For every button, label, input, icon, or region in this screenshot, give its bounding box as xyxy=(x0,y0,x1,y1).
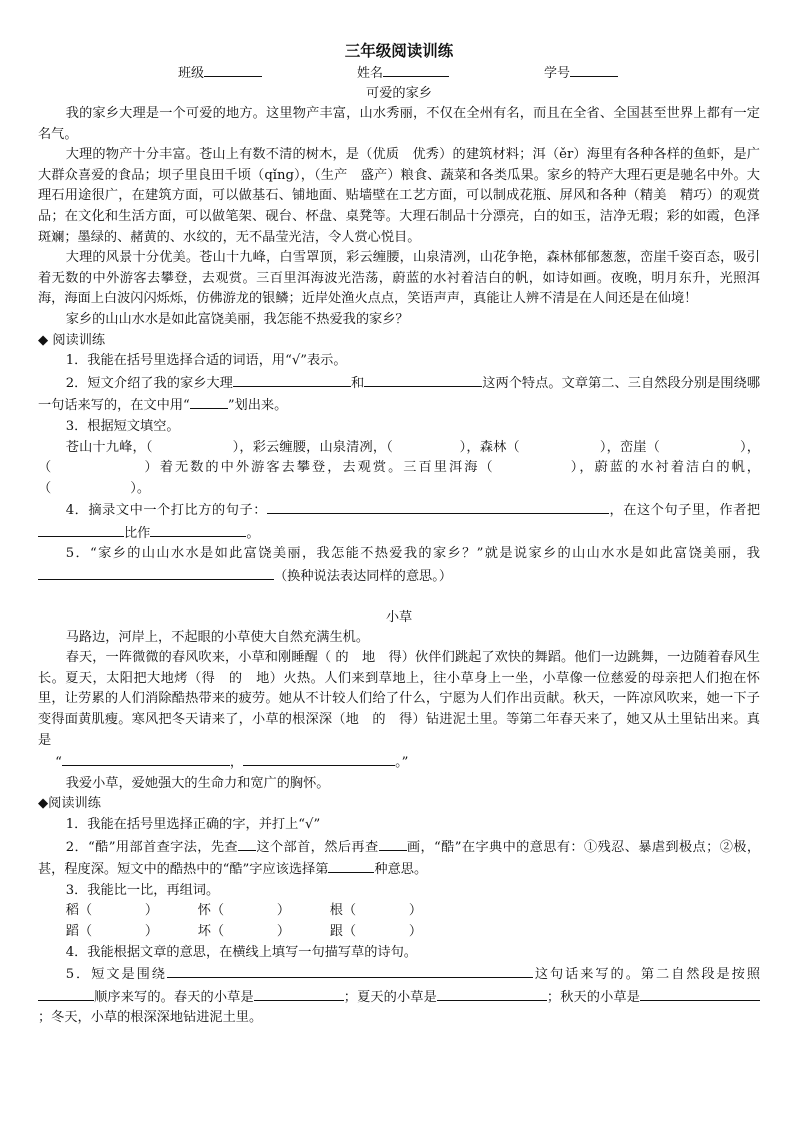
p2-q3-item[interactable]: 怀（ ） xyxy=(197,903,291,919)
passage1-paragraph-2: 大理的物产十分丰富。苍山上有数不清的树木，是（优质 优秀）的建筑材料；洱（ěr）海里有各种各样的鱼虾，是广大群众喜爱的食品；坝子里良田千顷（qǐng），（生产 盛产）粮食、蔬菜和各类瓜果。家乡的特产大理石更是驰名中外。大理石用途很广，在建筑方面，可以做基石、铺地面、贴墙壁在工艺方面，可以制成花瓶、屏风和各种（精美 精巧）的观赏品；在文化和生活方面，可以做笔架、砚台、杯盘、桌凳等。大理石制品十分漂亮，白的如玉，洁净无瑕；彩的如霞，色泽斑斓；墨绿的、赭黄的、水纹的，无不晶莹光洁，令人赏心悦目。 xyxy=(38,147,760,245)
p1-question-5 xyxy=(38,544,760,587)
p1-q4-text-b: ，在这个句子里，作者把 xyxy=(608,503,761,519)
p2-quote-blank-1[interactable] xyxy=(62,751,230,766)
p1-question-3-fill: 苍山十九峰，（ ），彩云缠腰，山泉清冽，（ ），森林（ ），峦崖（ ），（ ）着无数的中外游客去攀登，去观赏。三百里洱海（ ），蔚蓝的水衬着洁白的帆，（ ）。 xyxy=(38,439,760,496)
p2-question-1: 1．我能在括号里选择正确的字，并打上“√” xyxy=(65,817,321,832)
worksheet-title: 三年级阅读训练 xyxy=(344,41,454,60)
p1-q4-text-a: 4．摘录文中一个打比方的句子： xyxy=(65,503,267,519)
p1-question-4 xyxy=(38,499,760,544)
class-label: 班级 xyxy=(178,66,205,81)
passage1-paragraph-3: 大理的风景十分优美。苍山十九峰，白雪罩顶，彩云缠腰，山泉清冽，山花争艳，森林郁郁葱葱，峦崖千姿百态，吸引着无数的中外游客去攀登，去观赏。三百里洱海波光浩荡，蔚蓝的水衬着洁白的帆，如诗如画。夜晚，明月东升，光照洱海，海面上白波闪闪烁烁，仿佛游龙的银鳞；近岸处渔火点点，笑语声声，真能让人辨不清是在人间还是在仙境！ xyxy=(38,250,760,307)
p1-q5-text-b: （换种说法表达同样的意思。） xyxy=(274,569,453,585)
p2-q5-blank-summer[interactable] xyxy=(437,986,547,1001)
p2-q5-text-b: 这句话来写的。第二自然段是按照 xyxy=(532,967,761,983)
student-info-row xyxy=(178,62,618,84)
p1-q2-blank-2[interactable] xyxy=(364,372,482,387)
p2-q2-text-a: 2．“酷”用部首查字法，先查 xyxy=(65,839,239,855)
p1-q4-blank-sentence[interactable] xyxy=(267,499,609,514)
p2-quote-blank-2[interactable] xyxy=(243,751,395,766)
p1-question-2 xyxy=(38,372,760,417)
p2-q2-text-d: 种意思。 xyxy=(374,862,428,878)
p1-question-3: 3．根据短文填空。 xyxy=(65,418,180,434)
p2-q3-row-2 xyxy=(38,922,760,943)
p1-q4-text-c: 比作 xyxy=(124,525,151,541)
p2-q3-item[interactable]: 跟（ ） xyxy=(329,923,423,939)
passage1-paragraph-4: 家乡的山山水水是如此富饶美丽，我怎能不热爱我的家乡？ xyxy=(65,311,409,327)
name-blank[interactable] xyxy=(383,62,449,77)
p2-q2-text-c: 画，“酷”在字典中的意思有：①残忍、暴虐到极点；②极，甚，程度深。短文中的酷热中的“酷”字应该选择第 xyxy=(38,839,761,878)
p2-question-4: 4．我能根据文章的意思，在横线上填写一句描写草的诗句。 xyxy=(65,944,417,960)
p2-question-2 xyxy=(38,836,760,881)
name-field xyxy=(357,62,449,84)
passage2-paragraph-1: 马路边，河岸上，不起眼的小草使大自然充满生机。 xyxy=(65,629,370,645)
passage1-paragraph-1: 我的家乡大理是一个可爱的地方。这里物产丰富，山水秀丽，不仅在全州有名，而且在全省、全国甚至世界上都有一定名气。 xyxy=(38,106,760,142)
p1-question-1: 1．我能在括号里选择合适的词语，用“√”表示。 xyxy=(65,353,347,369)
id-blank[interactable] xyxy=(570,62,618,77)
class-blank[interactable] xyxy=(204,62,262,77)
p2-question-5 xyxy=(38,963,760,1029)
p2-q5-blank-autumn[interactable] xyxy=(640,986,760,1001)
passage2-paragraph-2: 春天，一阵微微的春风吹来，小草和刚睡醒（ 的 地 得）伙伴们跳起了欢快的舞蹈。他们一边跳舞，一边随着春风生长。夏天，太阳把大地烤（得 的 地）火热。人们来到草地上，往小草身上一坐，小草像一位慈爱的母亲把人们抱在怀里，让劳累的人们消除酷热带来的疲劳。她从不计较人们给了什么，宁愿为人们作出贡献。秋天，一阵凉风吹来，她一下子变得面黄肌瘦。寒风把冬天请来了，小草的根深深（地 的 得）钻进泥土里。等第二年春天来了，她又从土里钻出来。真是 xyxy=(38,650,760,748)
passage2-exercise-title: ◆阅读训练 xyxy=(38,796,101,812)
p2-quote-comma: ， xyxy=(229,755,244,771)
id-field xyxy=(544,62,618,84)
p2-q5-text-f: ；冬天，小草的根深深地钻进泥土里。 xyxy=(38,1010,263,1026)
p1-q2-text-d: ”划出来。 xyxy=(227,398,288,414)
p2-q2-blank-strokes[interactable] xyxy=(379,836,407,851)
passage1-title: 可爱的家乡 xyxy=(366,86,432,101)
p2-quote-close: 。” xyxy=(395,755,409,771)
p2-q3-item[interactable]: 稻（ ） xyxy=(65,903,159,919)
p2-q5-blank-sentence[interactable] xyxy=(167,963,533,978)
p2-q5-text-d: ；夏天的小草是 xyxy=(343,989,437,1005)
p1-q2-text-a: 2．短文介绍了我的家乡大理 xyxy=(65,375,233,391)
p2-q5-text-c: 顺序来写的。春天的小草是 xyxy=(94,989,254,1005)
p2-q3-item[interactable]: 蹈（ ） xyxy=(65,923,159,939)
p1-q5-text-a: 5．“家乡的山山水水是如此富饶美丽，我怎能不热爱我的家乡？”就是说家乡的山山水水是如此富饶美丽，我 xyxy=(65,546,760,562)
p1-q2-text-b: 和 xyxy=(350,375,365,391)
p2-q5-text-e: ；秋天的小草是 xyxy=(546,989,641,1005)
id-label: 学号 xyxy=(543,66,570,81)
p2-quote-open: “ xyxy=(55,755,62,771)
p1-q4-blank-object[interactable] xyxy=(150,522,246,537)
passage2-paragraph-3: 我爱小草，爱她强大的生命力和宽广的胸怀。 xyxy=(65,775,330,791)
worksheet-page xyxy=(38,40,760,1029)
p1-q2-text-c: 这两个特点。文章第二、三自然段分别是围绕哪一句话来写的，在文中用“ xyxy=(38,375,761,414)
passage1-exercise-title: ◆ 阅读训练 xyxy=(38,332,106,348)
p2-q3-row-1 xyxy=(38,901,760,922)
p1-q4-blank-subject[interactable] xyxy=(38,522,124,537)
p2-q3-item[interactable]: 根（ ） xyxy=(329,903,423,919)
p1-q5-blank[interactable] xyxy=(38,565,274,580)
p2-q5-text-a: 5．短文是围绕 xyxy=(65,967,167,983)
p2-question-3: 3．我能比一比，再组词。 xyxy=(65,882,220,898)
p2-q3-item[interactable]: 坏（ ） xyxy=(197,923,291,939)
p2-q2-blank-radical[interactable] xyxy=(238,836,256,851)
p1-q4-text-d: 。 xyxy=(246,525,260,541)
p1-q2-blank-1[interactable] xyxy=(233,372,351,387)
p1-q2-underline-sample xyxy=(190,394,228,409)
passage2-title: 小草 xyxy=(385,609,413,625)
p2-q5-blank-order[interactable] xyxy=(38,986,94,1001)
p2-q2-blank-meaning[interactable] xyxy=(328,858,374,873)
passage2-quote-blanks xyxy=(38,751,760,774)
p2-q5-blank-spring[interactable] xyxy=(254,986,344,1001)
name-label: 姓名 xyxy=(356,66,383,81)
class-field xyxy=(178,62,262,84)
p2-q2-text-b: 这个部首，然后再查 xyxy=(256,839,379,855)
